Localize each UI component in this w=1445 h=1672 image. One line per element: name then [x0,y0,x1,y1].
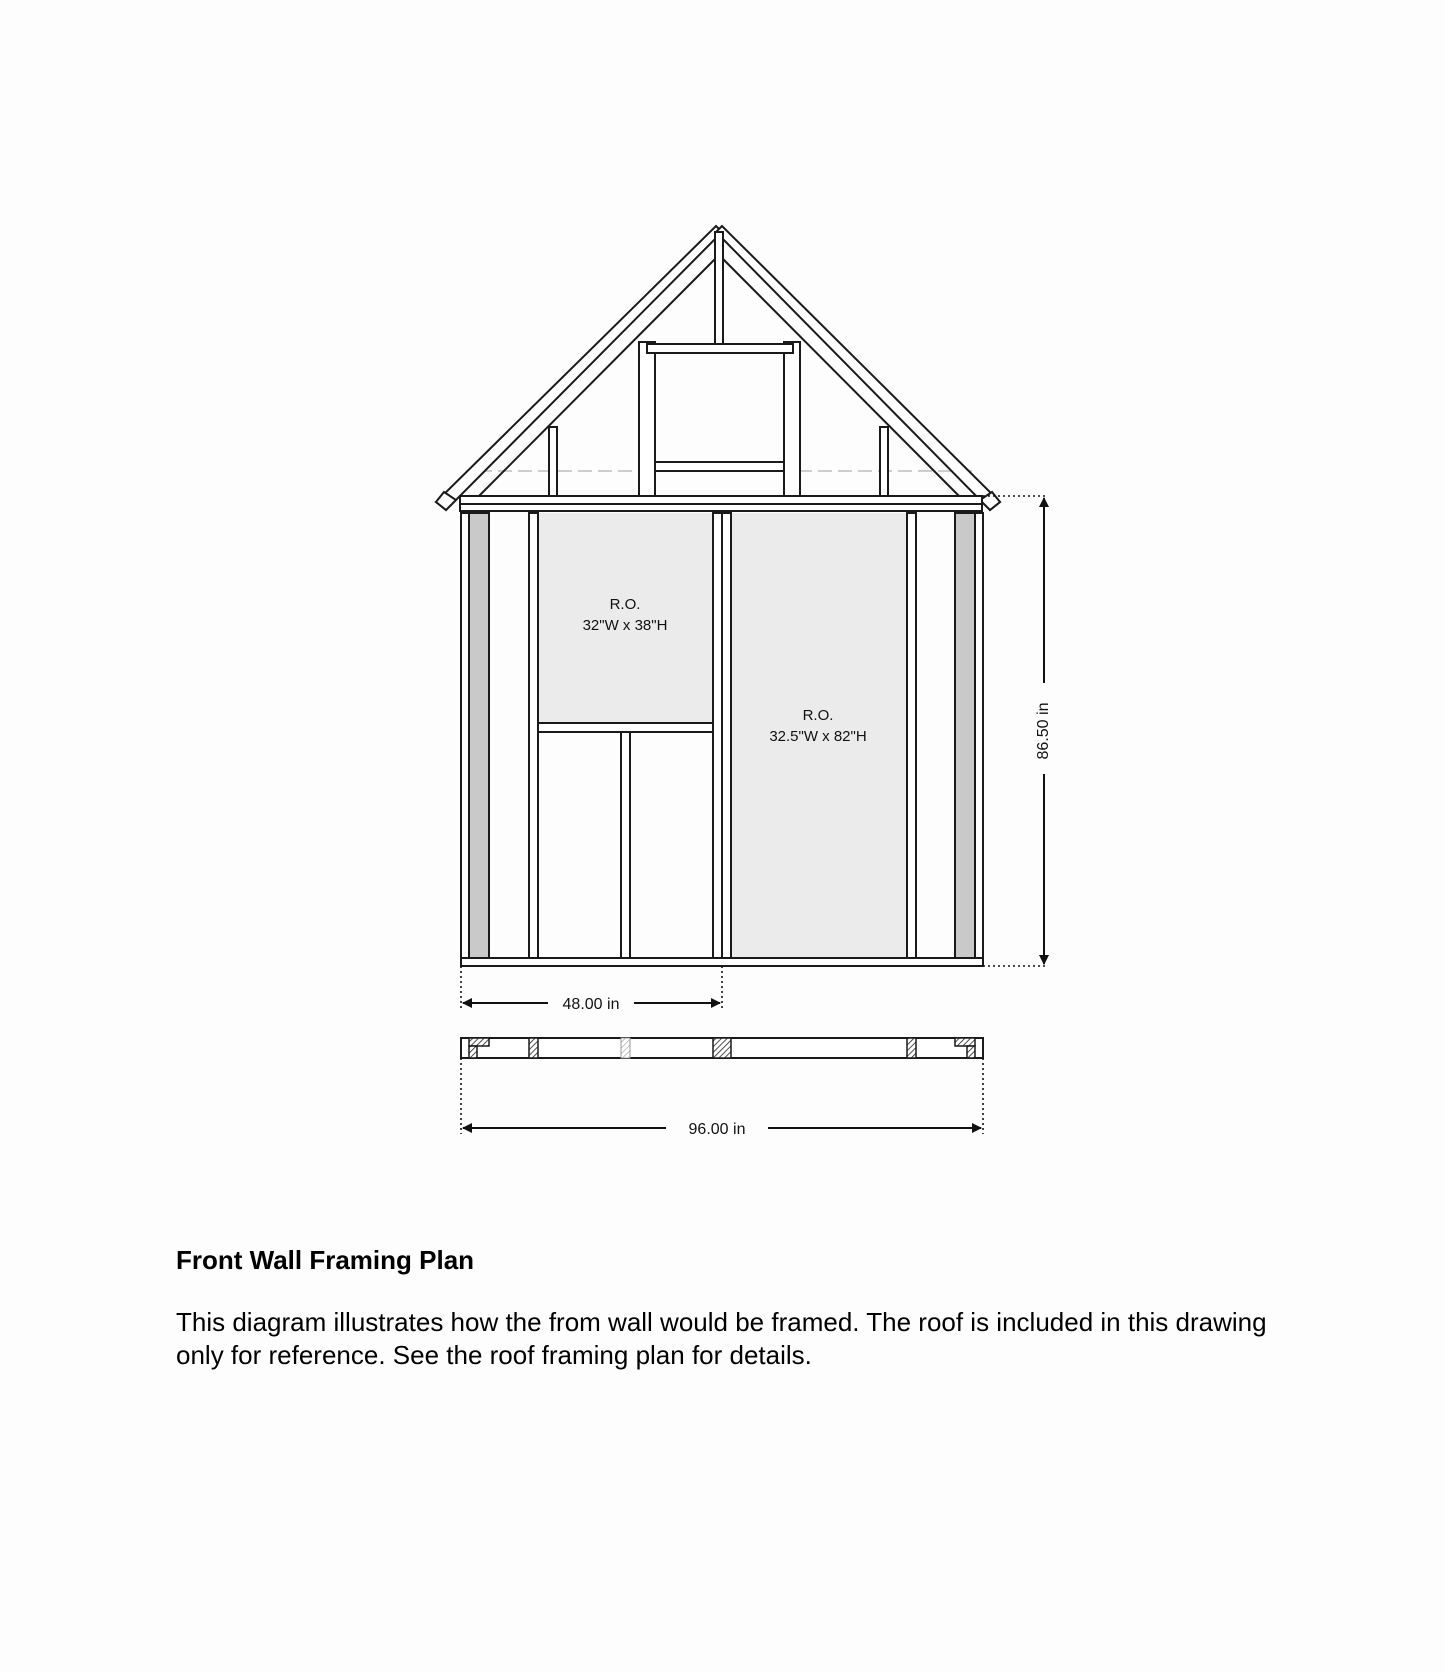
caption-block [176,1245,1296,1372]
door-ro-label: R.O. [802,707,834,724]
front-wall [461,513,983,966]
end-stud-right-outer [975,513,983,958]
caption-title: Front Wall Framing Plan [176,1245,475,1275]
gable-stud-outer-right [880,427,888,497]
door-ro-size: 32.5"W x 82"H [769,728,867,745]
gable-stud-outer-left [549,427,557,497]
gable-vent-sill [655,462,784,471]
bottom-plate [461,958,983,966]
plan-stud-center [713,1038,731,1058]
end-stud-right [955,513,975,958]
total-width-dimension [461,1058,983,1138]
end-stud-left-outer [461,513,469,958]
plan-stud-window-left [529,1038,538,1058]
top-plate-upper [460,496,982,504]
plan-corner-left [469,1038,489,1046]
gable-vent-header [647,344,793,353]
top-plate-lower [460,504,982,511]
ridge-king-post [715,232,723,344]
plan-corner-right-side [967,1046,975,1058]
height-dimension-label: 86.50 in [1035,702,1053,760]
window-ro-size: 32"W x 38"H [582,617,668,634]
window-king-stud-left [529,513,538,958]
door-offset-label: 48.00 in [562,996,620,1013]
gable-stud-inner-left [639,342,655,497]
plan-stud-door-right [907,1038,916,1058]
window-king-stud-right [713,513,722,958]
gable-stud-inner-right [784,342,800,497]
plan-corner-right [955,1038,975,1046]
plan-stud-cripple [621,1038,630,1058]
height-dimension [978,496,1052,966]
plate-plan-view [461,1038,983,1058]
door-offset-dimension [461,966,722,1013]
plan-corner-left-side [469,1046,477,1058]
door-king-stud-left [722,513,731,958]
roof-gable [436,226,1000,511]
window-ro-label: R.O. [609,596,641,613]
window-sill [538,723,713,732]
door-king-stud-right [907,513,916,958]
total-width-label: 96.00 in [688,1121,746,1138]
caption-body: This diagram illustrates how the from wall would be framed. The roof is included in this drawing only for reference. See the roof framing plan for details. [176,1307,1267,1370]
end-stud-left [469,513,489,958]
cripple-stud [621,732,630,958]
